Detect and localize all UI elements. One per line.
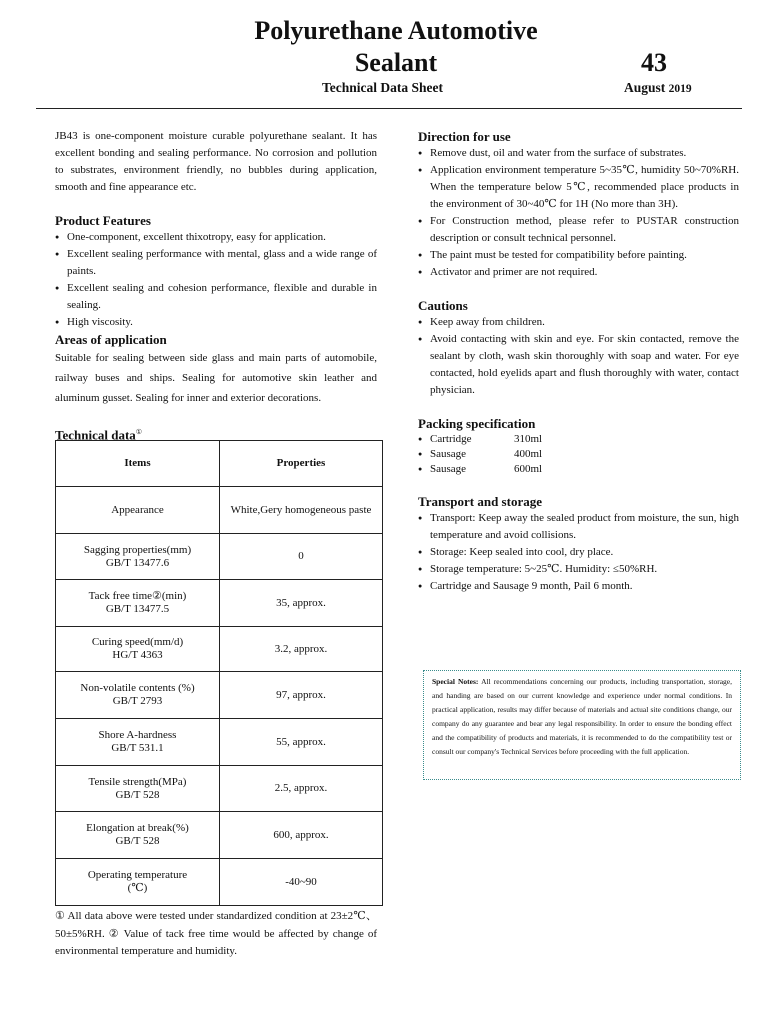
list-item: ● The paint must be tested for compatibility before painting. — [418, 247, 739, 264]
item-name: Tack free time②(min) — [88, 590, 187, 602]
date-month: August — [624, 80, 666, 95]
footnote-mark: ① — [135, 428, 143, 436]
value-cell: 55, approx. — [220, 719, 383, 766]
item-name: Appearance — [111, 503, 164, 516]
table-row — [56, 766, 383, 812]
item-name: Sagging properties(mm) — [83, 543, 192, 556]
item-name: Operating temperature — [87, 869, 188, 881]
list-item: ● Excellent sealing performance with mental, glass and a wide range of paints. — [55, 246, 377, 280]
list-item: ● High viscosity. — [55, 314, 377, 331]
value-cell: 600, approx. — [220, 812, 383, 859]
item-name: Non-volatile contents (%) — [80, 682, 195, 694]
list-item: ● Transport: Keep away the sealed product from moisture, the sun, high temperature and avoid collisions. — [418, 510, 739, 544]
item-cell — [56, 672, 220, 719]
special-notes-text: All recommendations concerning our products, including transportation, storage, and handing are based on our current knowledge and experience under normal conditions. In practical application, results may differ because of materials and actual site conditions change, our company do any guarantee and bear any legal responsibility. In order to ensure the bonding effect and the compatibility of products and materials, it is recommended to do the compatibility test or consult our company's Technical Services before proceeding with the full application. — [432, 677, 732, 756]
item-cell — [56, 719, 220, 766]
list-item — [418, 462, 739, 477]
value-cell: -40~90 — [220, 859, 383, 906]
item-cell — [56, 534, 220, 580]
item-cell — [56, 627, 220, 672]
item-name: Elongation at break(%) — [86, 822, 189, 834]
list-item: ● One-component, excellent thixotropy, easy for application. — [55, 229, 377, 246]
direction-heading: Direction for use — [418, 129, 511, 144]
technical-heading-text: Technical data — [55, 427, 136, 443]
package-name: ● Sausage — [418, 447, 514, 462]
item-name: Tensile strength(MPa) — [88, 775, 187, 788]
date-year: 2019 — [668, 83, 692, 95]
document-date — [624, 80, 692, 96]
list-item: ● For Construction method, please refer to PUSTAR construction description or consult technical personnel. — [418, 213, 739, 247]
list-item: ● Storage temperature: 5~25℃. Humidity: ≤50%RH. — [418, 561, 739, 578]
col-items-header: Items — [56, 441, 220, 487]
table-row — [56, 812, 383, 859]
item-cell — [56, 859, 220, 906]
item-standard: GB/T 13477.6 — [105, 556, 170, 569]
package-size: 310ml — [514, 433, 543, 445]
value-cell: 0 — [220, 534, 383, 580]
transport-heading: Transport and storage — [418, 494, 542, 509]
features-list — [55, 229, 377, 331]
item-standard: GB/T 528 — [115, 788, 160, 801]
package-size: 400ml — [514, 448, 543, 460]
item-cell — [56, 580, 220, 627]
item-cell — [56, 766, 220, 812]
item-standard: (℃) — [127, 882, 148, 894]
item-standard: GB/T 528 — [115, 835, 160, 847]
package-size: 600ml — [514, 463, 543, 475]
table-row — [56, 672, 383, 719]
table-row — [56, 859, 383, 906]
list-item — [418, 447, 739, 462]
special-notes-label: Special Notes: — [432, 677, 479, 686]
list-item: ● Remove dust, oil and water from the surface of substrates. — [418, 145, 739, 162]
table-footnote: ① All data above were tested under standardized condition at 23±2℃、50±5%RH. ② Value of tack free time would be affected by change of environmental temperature and humidity. — [55, 910, 377, 957]
value-cell: 3.2, approx. — [220, 627, 383, 672]
item-cell — [56, 487, 220, 534]
title-line-2: Sealant — [354, 48, 438, 77]
title-line-1: Polyurethane Automotive — [254, 16, 538, 45]
value-cell: 35, approx. — [220, 580, 383, 627]
special-notes-box — [423, 670, 741, 780]
document-number: 43 — [641, 48, 667, 77]
package-name: ● Cartridge — [418, 432, 514, 447]
cautions-heading: Cautions — [418, 298, 468, 313]
list-item: ● Keep away from children. — [418, 314, 739, 331]
table-row — [56, 534, 383, 580]
list-item: ● Application environment temperature 5~35℃, humidity 50~70%RH. When the temperature below 5℃, recommended place products in the environment of 30~40℃ for 1H (No more than 3H). — [418, 162, 739, 213]
value-cell: 97, approx. — [220, 672, 383, 719]
left-column — [55, 128, 377, 408]
right-column — [418, 128, 739, 595]
areas-heading: Areas of application — [55, 332, 167, 347]
areas-paragraph: Suitable for sealing between side glass and main parts of automobile, railway buses and ships. Sealing for automotive skin leather and aluminum gusset. Sealing for inner and exterior decorations. — [55, 352, 377, 404]
features-heading: Product Features — [55, 213, 151, 228]
list-item: ● Storage: Keep sealed into cool, dry place. — [418, 544, 739, 561]
list-item: ● Activator and primer are not required. — [418, 264, 739, 281]
list-item — [418, 432, 739, 447]
cautions-list — [418, 314, 739, 399]
technical-data-table — [55, 440, 383, 906]
item-standard: GB/T 2793 — [112, 695, 163, 707]
table-row — [56, 719, 383, 766]
intro-paragraph: JB43 is one-component moisture curable polyurethane sealant. It has excellent bonding and sealing performance. No corrosion and pollution to substrates, environment friendly, no bubbles during application, smooth and fine appearance etc. — [55, 130, 377, 193]
item-name: Shore A-hardness — [98, 729, 177, 741]
item-standard: GB/T 13477.5 — [105, 603, 170, 615]
list-item: ● Excellent sealing and cohesion performance, flexible and durable in sealing. — [55, 280, 377, 314]
col-properties-header: Properties — [220, 441, 383, 487]
item-cell — [56, 812, 220, 859]
table-row — [56, 627, 383, 672]
transport-list — [418, 510, 739, 595]
item-standard: HG/T 4363 — [112, 649, 163, 661]
list-item: ● Cartridge and Sausage 9 month, Pail 6 month. — [418, 578, 739, 595]
table-header-row — [56, 441, 383, 487]
document-subtitle: Technical Data Sheet — [322, 80, 443, 95]
table-row — [56, 580, 383, 627]
package-name: ● Sausage — [418, 462, 514, 477]
item-standard: GB/T 531.1 — [111, 742, 164, 754]
direction-list — [418, 145, 739, 281]
item-name: Curing speed(mm/d) — [91, 636, 184, 648]
header-divider — [36, 108, 742, 109]
packing-heading: Packing specification — [418, 416, 536, 431]
packing-list — [418, 432, 739, 477]
table-row — [56, 487, 383, 534]
value-cell: White,Gery homogeneous paste — [220, 487, 383, 534]
value-cell: 2.5, approx. — [220, 766, 383, 812]
list-item: ● Avoid contacting with skin and eye. For skin contacted, remove the sealant by cloth, wash skin thoroughly with soap and water. For eye contacted, hold eyelids apart and flush thoroughly with water, contact physician. — [418, 331, 739, 399]
